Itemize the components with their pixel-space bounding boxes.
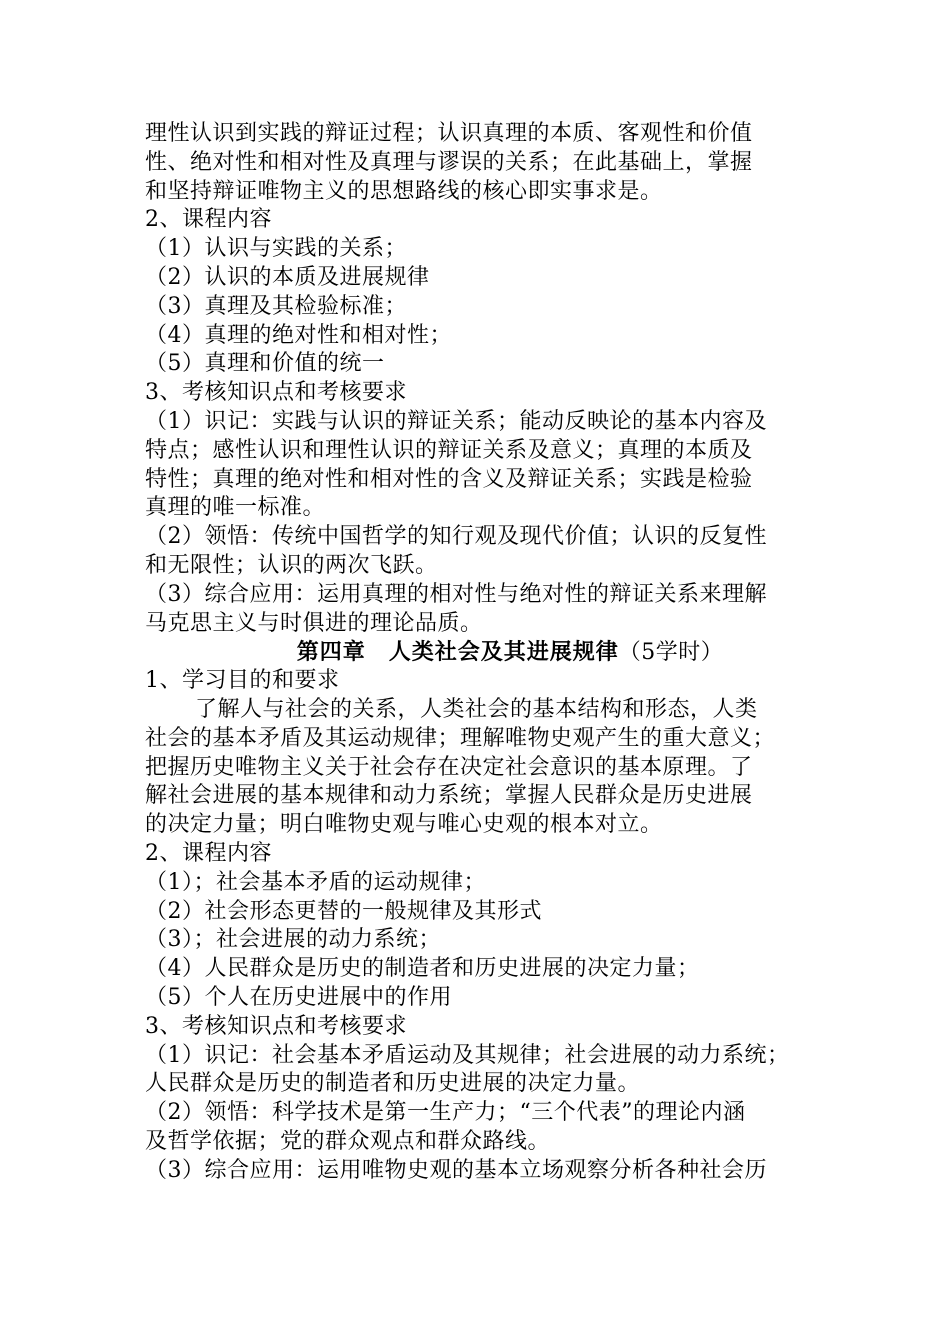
list-item: （4）人民群众是历史的制造者和历史进展的决定力量； [145, 956, 700, 982]
list-item: （3）真理及其检验标准； [145, 293, 407, 319]
list-item: （1）认识与实践的关系； [145, 236, 407, 262]
chapter-heading [145, 638, 815, 667]
text-line: 和坚持辩证唯物主义的思想路线的核心即实事求是。 [145, 178, 663, 204]
text-line: 特点；感性认识和理性认识的辩证关系及意义；真理的本质及 [145, 437, 753, 463]
list-item: （2）认识的本质及进展规律 [145, 264, 430, 290]
list-item: （5）真理和价值的统一 [145, 351, 385, 377]
text-line: 的决定力量；明白唯物史观与唯心史观的根本对立。 [145, 812, 663, 838]
list-item: （2）社会形态更替的一般规律及其形式 [145, 898, 542, 924]
text-line: （1）识记：社会基本矛盾运动及其规律；社会进展的动力系统； [145, 1042, 790, 1068]
text-line: （2）领悟：科学技术是第一生产力；“三个代表”的理论内涵 [145, 1100, 746, 1126]
list-item: （4）真理的绝对性和相对性； [145, 322, 452, 348]
list-item: （1）；社会基本矛盾的运动规律； [145, 869, 486, 895]
paragraph-first-line: 了解人与社会的关系，人类社会的基本结构和形态，人类 [195, 696, 758, 722]
section-heading: 2、课程内容 [145, 840, 272, 866]
text-line: 把握历史唯物主义关于社会存在决定社会意识的基本原理。了 [145, 754, 753, 780]
text-line: 解社会进展的基本规律和动力系统；掌握人民群众是历史进展 [145, 783, 753, 809]
text-line: （3）综合应用：运用唯物史观的基本立场观察分析各种社会历 [145, 1157, 767, 1183]
text-line: 特性；真理的绝对性和相对性的含义及辩证关系；实践是检验 [145, 466, 753, 492]
text-line: 和无限性；认识的两次飞跃。 [145, 552, 438, 578]
text-line: 真理的唯一标准。 [145, 495, 326, 521]
text-line: （3）综合应用：运用真理的相对性与绝对性的辩证关系来理解 [145, 581, 767, 607]
chapter-title: 第四章 人类社会及其进展规律 [296, 639, 619, 666]
list-item: （5）个人在历史进展中的作用 [145, 984, 452, 1010]
section-heading: 3、考核知识点和考核要求 [145, 1013, 407, 1039]
text-line: 性、绝对性和相对性及真理与谬误的关系；在此基础上，掌握 [145, 149, 753, 175]
text-line: （2）领悟：传统中国哲学的知行观及现代价值；认识的反复性 [145, 524, 767, 550]
document-page [145, 120, 815, 1185]
section-heading: 1、学习目的和要求 [145, 668, 340, 694]
text-line: （1）识记：实践与认识的辩证关系；能动反映论的基本内容及 [145, 408, 767, 434]
text-line: 马克思主义与时俱进的理论品质。 [145, 610, 483, 636]
text-line: 社会的基本矛盾及其运动规律；理解唯物史观产生的重大意义； [145, 725, 776, 751]
text-line: 及哲学依据；党的群众观点和群众路线。 [145, 1128, 551, 1154]
list-item: （3）；社会进展的动力系统； [145, 927, 441, 953]
text-line: 理性认识到实践的辩证过程；认识真理的本质、客观性和价值 [145, 121, 753, 146]
section-heading: 2、课程内容 [145, 207, 272, 233]
section-heading: 3、考核知识点和考核要求 [145, 380, 407, 406]
text-line: 人民群众是历史的制造者和历史进展的决定力量。 [145, 1071, 641, 1097]
chapter-hours: （5学时） [618, 640, 724, 666]
